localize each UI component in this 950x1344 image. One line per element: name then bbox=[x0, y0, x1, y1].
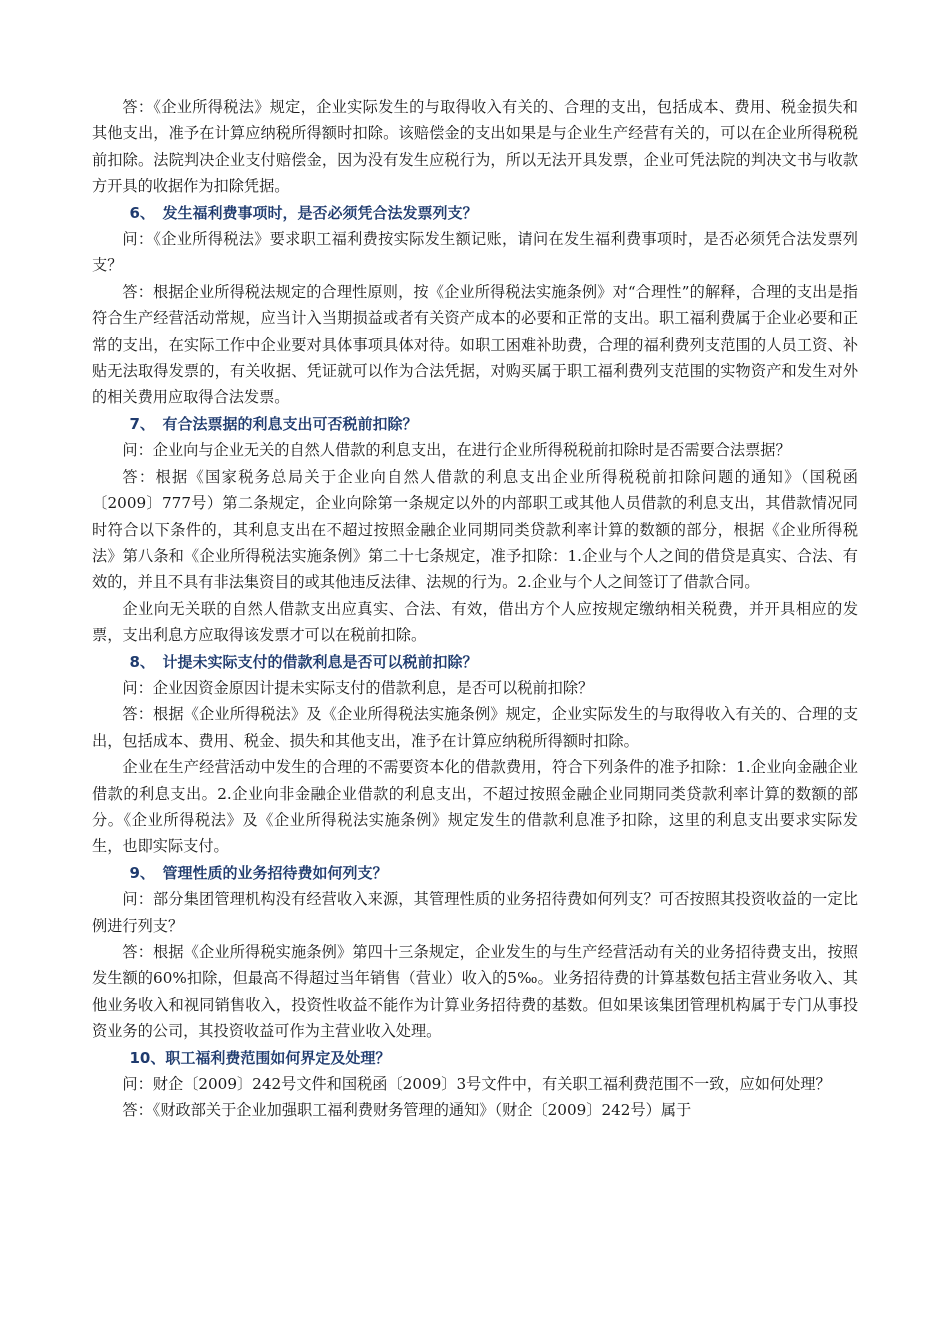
section-number: 7、 bbox=[129, 414, 155, 433]
question-paragraph-10: 问：财企〔2009〕242号文件和国税函〔2009〕3号文件中，有关职工福利费范围不一致，应如何处理？ bbox=[122, 1075, 831, 1094]
answer-paragraph-10: 答：《财政部关于企业加强职工福利费财务管理的通知》（财企〔2009〕242号）属于 bbox=[122, 1101, 692, 1120]
section-number: 10、 bbox=[129, 1048, 166, 1067]
question-paragraph-7: 问：企业向与企业无关的自然人借款的利息支出，在进行企业所得税税前扣除时是否需要合法票据？ bbox=[122, 441, 791, 460]
section-heading-6 bbox=[92, 200, 858, 226]
answer-paragraph-8b: 企业在生产经营活动中发生的合理的不需要资本化的借款费用，符合下列条件的准予扣除：1.企业向金融企业借款的利息支出。2.企业向非金融企业借款的利息支出，不超过按照金融企业同期同类贷款利率计算的数额的部分。《企业所得税法》及《企业所得税法实施条例》规定发生的借款利息准予扣除，这里的利息支出要求实际发生，也即实际支付。 bbox=[92, 758, 858, 856]
section-title: 发生福利费事项时，是否必须凭合法发票列支？ bbox=[162, 203, 478, 222]
section-heading-9 bbox=[92, 860, 858, 886]
section-title: 计提未实际支付的借款利息是否可以税前扣除？ bbox=[162, 652, 478, 671]
answer-paragraph-6: 答：根据企业所得税法规定的合理性原则，按《企业所得税法实施条例》对“合理性”的解释，合理的支出是指符合生产经营活动常规，应当计入当期损益或者有关资产成本的必要和正常的支出。职工福利费属于企业必要和正常的支出，在实际工作中企业要对具体事项具体对待。如职工困难补助费，合理的福利费列支范围的人员工资、补贴无法取得发票的，有关收据、凭证就可以作为合法凭据，对购买属于职工福利费列支范围的实物资产和发生对外的相关费用应取得合法发票。 bbox=[92, 282, 858, 407]
section-title: 有合法票据的利息支出可否税前扣除？ bbox=[162, 414, 418, 433]
answer-paragraph-compensation: 答：《企业所得税法》规定，企业实际发生的与取得收入有关的、合理的支出，包括成本、费用、税金损失和其他支出，准予在计算应纳税所得额时扣除。该赔偿金的支出如果是与企业生产经营有关的，可以在企业所得税税前扣除。法院判决企业支付赔偿金，因为没有发生应税行为，所以无法开具发票，企业可凭法院的判决文书与收款方开具的收据作为扣除凭据。 bbox=[92, 98, 858, 196]
question-paragraph-8: 问：企业因资金原因计提未实际支付的借款利息，是否可以税前扣除？ bbox=[122, 678, 594, 697]
section-number: 9、 bbox=[129, 863, 155, 882]
section-number: 8、 bbox=[129, 652, 155, 671]
answer-paragraph-9: 答：根据《企业所得税实施条例》第四十三条规定，企业发生的与生产经营活动有关的业务招待费支出，按照发生额的60%扣除，但最高不得超过当年销售（营业）收入的5‰。业务招待费的计算基数包括主营业务收入、其他业务收入和视同销售收入，投资性收益不能作为计算业务招待费的基数。但如果该集团管理机构属于专门从事投资业务的公司，其投资收益可作为主营业收入处理。 bbox=[92, 943, 858, 1041]
question-paragraph-6: 问：《企业所得税法》要求职工福利费按实际发生额记账，请问在发生福利费事项时，是否必须凭合法发票列支？ bbox=[92, 230, 858, 275]
section-heading-8 bbox=[92, 649, 858, 675]
section-heading-10 bbox=[92, 1045, 858, 1071]
answer-paragraph-7b: 企业向无关联的自然人借款支出应真实、合法、有效，借出方个人应按规定缴纳相关税费，并开具相应的发票，支出利息方应取得该发票才可以在税前扣除。 bbox=[92, 599, 858, 645]
section-title: 管理性质的业务招待费如何列支？ bbox=[162, 863, 388, 882]
question-paragraph-9: 问：部分集团管理机构没有经营收入来源，其管理性质的业务招待费如何列支？可否按照其投资收益的一定比例进行列支？ bbox=[92, 890, 858, 935]
section-title: 职工福利费范围如何界定及处理？ bbox=[165, 1048, 391, 1067]
answer-paragraph-8: 答：根据《企业所得税法》及《企业所得税法实施条例》规定，企业实际发生的与取得收入有关的、合理的支出，包括成本、费用、税金、损失和其他支出，准予在计算应纳税所得额时扣除。 bbox=[92, 705, 858, 750]
section-heading-7 bbox=[92, 411, 858, 437]
document-page bbox=[92, 94, 858, 1124]
answer-paragraph-7: 答：根据《国家税务总局关于企业向自然人借款的利息支出企业所得税税前扣除问题的通知》（国税函〔2009〕777号）第二条规定，企业向除第一条规定以外的内部职工或其他人员借款的利息支出，其借款情况同时符合以下条件的，其利息支出在不超过按照金融企业同期同类贷款利率计算的数额的部分，根据《企业所得税法》第八条和《企业所得税法实施条例》第二十七条规定，准予扣除：1.企业与个人之间的借贷是真实、合法、有效的，并且不具有非法集资目的或其他违反法律、法规的行为。2.企业与个人之间签订了借款合同。 bbox=[92, 467, 858, 592]
section-number: 6、 bbox=[129, 203, 155, 222]
